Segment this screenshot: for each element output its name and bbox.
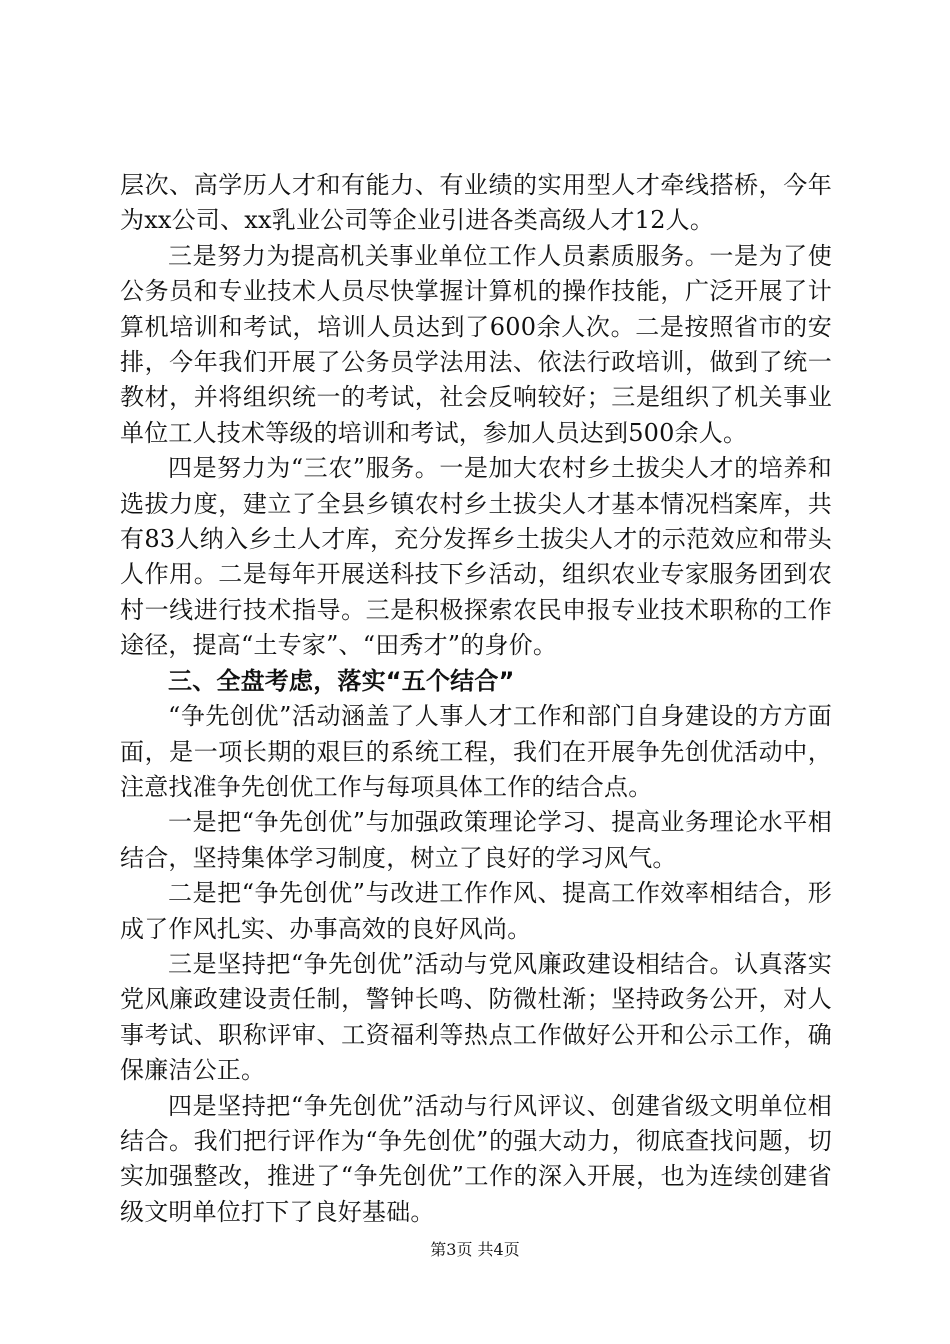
document-body — [120, 168, 832, 1230]
page-number-label: 第3页 共4页 — [430, 1240, 520, 1259]
paragraph-8: 四是坚持把“争先创优”活动与行风评议、创建省级文明单位相结合。我们把行评作为“争先创优”的强大动力，彻底查找问题，切实加强整改，推进了“争先创优”工作的深入开展，也为连续创建省级文明单位打下了良好基础。 — [120, 1091, 832, 1226]
paragraph-2: 三是努力为提高机关事业单位工作人员素质服务。一是为了使公务员和专业技术人员尽快掌握计算机的操作技能，广泛开展了计算机培训和考试，培训人员达到了600余人次。二是按照省市的安排，今年我们开展了公务员学法用法、依法行政培训，做到了统一教材，并将组织统一的考试，社会反响较好；三是组织了机关事业单位工人技术等级的培训和考试，参加人员达到500余人。 — [120, 241, 832, 447]
page-footer — [0, 1240, 950, 1260]
paragraph-5: 一是把“争先创优”与加强政策理论学习、提高业务理论水平相结合，坚持集体学习制度，树立了良好的学习风气。 — [120, 808, 832, 872]
paragraph-1: 层次、高学历人才和有能力、有业绩的实用型人才牵线搭桥，今年为xx公司、xx乳业公司等企业引进各类高级人才12人。 — [120, 171, 832, 235]
paragraph-4: “争先创优”活动涵盖了人事人才工作和部门自身建设的方方面面，是一项长期的艰巨的系统工程，我们在开展争先创优活动中，注意找准争先创优工作与每项具体工作的结合点。 — [120, 702, 832, 801]
section-heading: 三、全盘考虑，落实“五个结合” — [168, 666, 515, 695]
paragraph-3: 四是努力为“三农”服务。一是加大农村乡土拔尖人才的培养和选拔力度，建立了全县乡镇农村乡土拔尖人才基本情况档案库，共有83人纳入乡土人才库，充分发挥乡土拔尖人才的示范效应和带头人作用。二是每年开展送科技下乡活动，组织农业专家服务团到农村一线进行技术指导。三是积极探索农民申报专业技术职称的工作途径，提高“土专家”、“田秀才”的身价。 — [120, 454, 832, 660]
paragraph-7: 三是坚持把“争先创优”活动与党风廉政建设相结合。认真落实党风廉政建设责任制，警钟长鸣、防微杜渐；坚持政务公开，对人事考试、职称评审、工资福利等热点工作做好公开和公示工作，确保廉洁公正。 — [120, 949, 832, 1085]
paragraph-6: 二是把“争先创优”与改进工作作风、提高工作效率相结合，形成了作风扎实、办事高效的良好风尚。 — [120, 879, 832, 943]
